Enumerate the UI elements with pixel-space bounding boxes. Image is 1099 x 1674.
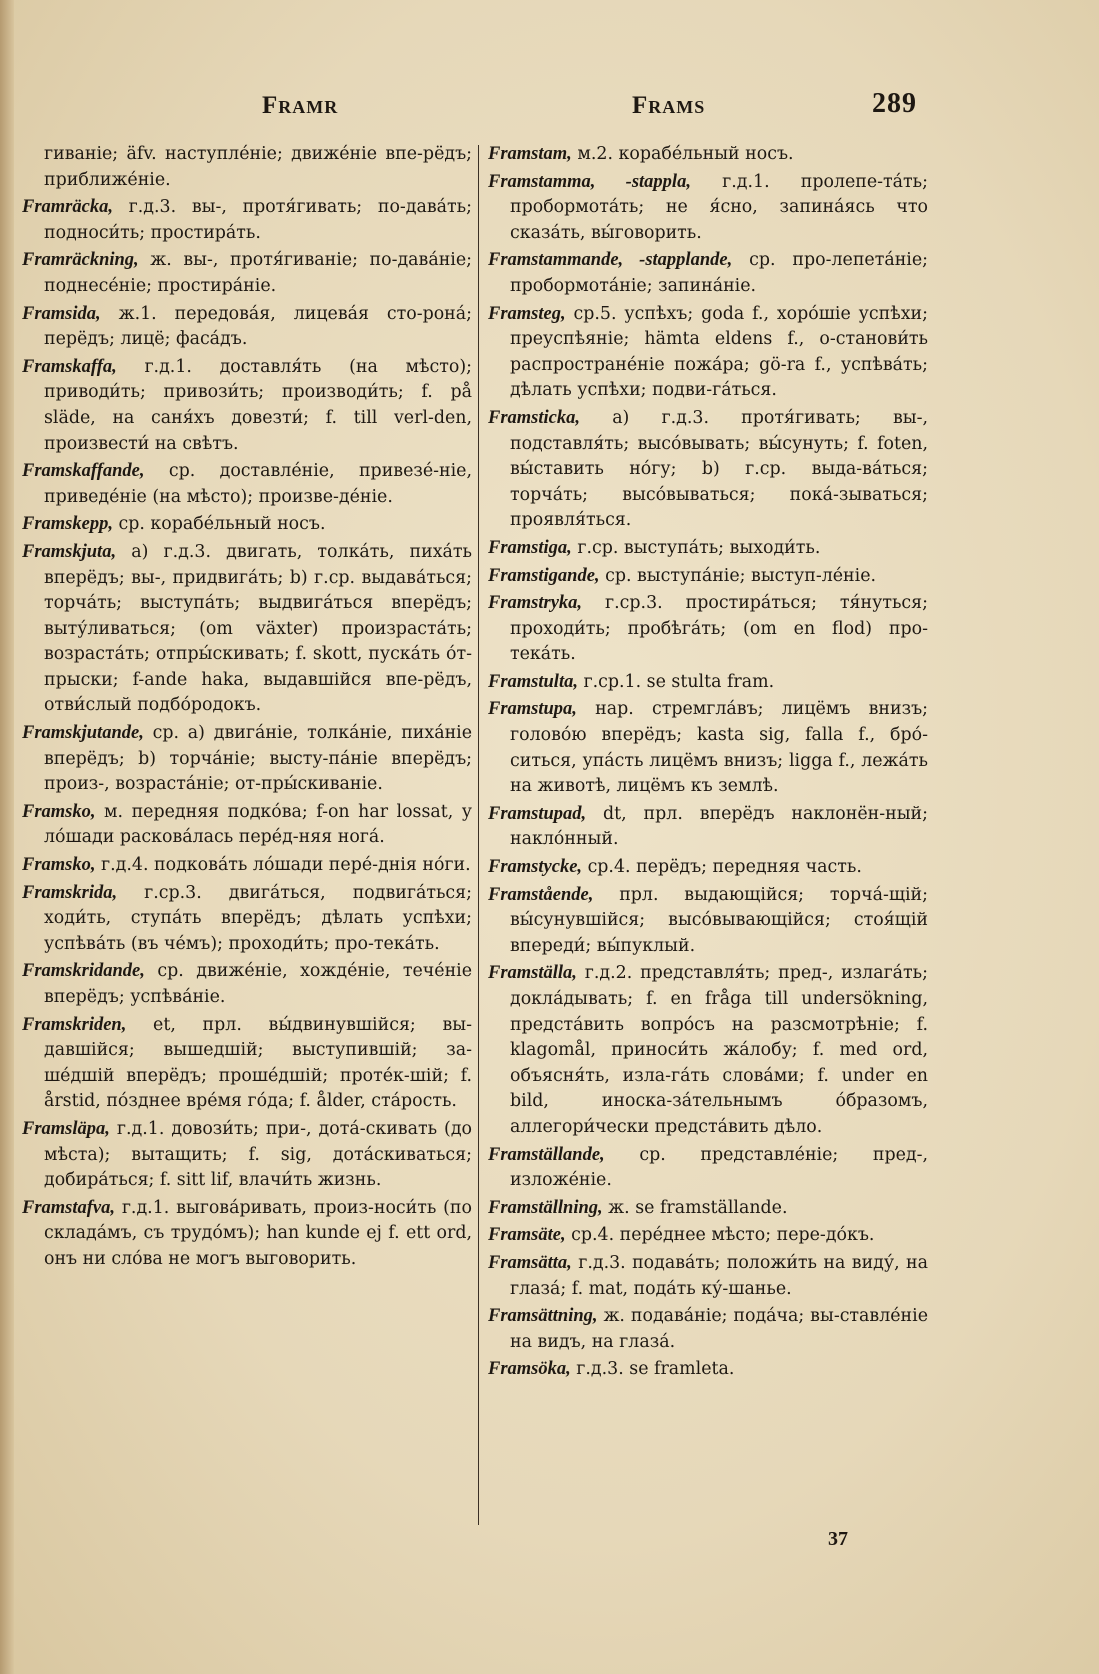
dictionary-entry [488,536,928,562]
dictionary-entry [22,248,472,299]
dictionary-entry [22,195,472,246]
dictionary-entry [488,883,928,960]
dictionary-entry [22,959,472,1010]
dictionary-entry [488,564,928,590]
dictionary-entry [22,512,472,538]
entry-definition: м. передняя подкóва; f-on har lossat, у лóшади расковáлась перéд-няя ногá. [44,801,473,848]
entry-headword: Framsläpa, [22,1118,110,1139]
entry-definition: г.д.1. довози́ть; при-, дотá-скивать (до мѣста); вытащить; f. sig, дотáскиваться; добирáться; f. sitt lif, влачи́ть жизнь. [44,1118,472,1191]
entry-definition: ж.1. передовáя, лицевáя сто-ронá; перёдъ; лицё; фасáдъ. [44,303,473,350]
entry-definition: г.д.3. se framleta. [576,1359,735,1380]
entry-definition: г.д.1. доставля́ть (на мѣсто); приводи́ть; привози́ть; производи́ть; f. på släde, на саня́хъ довезти́; f. till verl-den, произвести́ на свѣтъ. [44,356,472,454]
entry-definition: ср. корабéльный носъ. [118,514,326,535]
signature-mark: 37 [828,1528,848,1550]
dictionary-entry [22,302,472,353]
dictionary-entry [488,142,928,168]
entry-headword: Framstulta, [488,671,578,692]
entry-headword: Framställande, [488,1144,605,1165]
dictionary-entry [22,1013,472,1115]
entry-definition: г.ср.1. se stulta fram. [583,671,775,692]
entry-definition: ср.4. перёдъ; передняя часть. [587,857,862,878]
entry-headword: Framstående, [488,884,594,905]
dictionary-entry [488,1143,928,1194]
dictionary-entry [22,721,472,798]
dictionary-entry [488,802,928,853]
entry-definition: нар. стремглáвъ; лицёмъ внизъ; головóю вперёдъ; kasta sig, falla f., брó-ситься, упáсть лицёмъ внизъ; ligga f., лежáть на животѣ, лицёмъ къ землѣ. [510,699,928,797]
entry-definition: ср. представлéніе; пред-, изложéніе. [510,1144,929,1191]
entry-headword: Framstamma, -stappla, [488,171,691,192]
entry-definition: ср.4. перéднее мѣсто; пере-дóкъ. [571,1225,875,1246]
entry-headword: Framskridande, [22,961,145,982]
dictionary-entry [22,800,472,851]
dictionary-entry [488,1304,928,1355]
entry-headword: Framräcka, [22,197,113,218]
entry-definition: г.ср. выступáть; выходи́ть. [577,537,821,558]
dictionary-entry [22,853,472,879]
entry-definition: г.ср.3. двигáться, подвигáться; ходи́ть, ступáть вперёдъ; дѣлать успѣхи; успѣвáть (въ чéмъ); проходи́ть; про-текáть. [44,882,472,954]
entry-definition: ж. se framställande. [608,1197,788,1218]
entry-definition: м.2. корабéльный носъ. [577,144,794,164]
entry-definition: г.ср.3. простирáться; тя́нуться; проходи́ть; пробѣгáть; (om en flod) про-текáть. [510,593,928,665]
entry-headword: Framskrida, [22,882,118,903]
page-number: 289 [872,88,917,119]
dictionary-entry [488,961,928,1140]
entry-headword: Framskaffande, [22,461,145,482]
entry-definition: ср. про-лепетáніе; пробормотáніе; запинáніе. [510,250,928,296]
entry-headword: Framstammande, -stapplande, [488,250,733,271]
entry-definition: ср.5. успѣхъ; goda f., хорóшіе успѣхи; преуспѣяніе; hämta eldens f., о-станови́ть распространéніе пожáра; gö-ra f., успѣвáть; дѣлать успѣхи; подви-гáться. [510,303,928,401]
dictionary-entry [22,1117,472,1194]
entry-definition: dt, прл. вперёдъ наклонён-ный; наклóнный. [510,803,928,850]
dictionary-entry [488,170,928,247]
page-header [0,88,1099,132]
dictionary-entry [488,406,928,534]
entry-definition: ж. вы-, протя́гиваніе; по-давáніе; поднесéніе; простирáніе. [44,250,473,296]
entry-headword: Framsätta, [488,1252,572,1273]
dictionary-entry [488,591,928,668]
entry-headword: Framräckning, [22,250,139,271]
column-divider [478,145,479,1525]
entry-headword: Framskriden, [22,1014,127,1035]
entry-headword: Framskaffa, [22,356,117,377]
entry-headword: Framställa, [488,963,577,984]
entry-definition: ср. a) двигáніе, толкáніе, пихáніе вперёдъ; b) торчáніе; высту-пáніе вперёдъ; произ-, возрастáніе; от-пры́скиваніе. [44,723,473,795]
header-right-guideword: Frams [632,92,706,119]
entry-definition: ср. выступáніе; выступ-лéніе. [605,565,877,586]
dictionary-entry [488,670,928,696]
dictionary-entry [22,1196,472,1273]
entry-definition: ж. подавáніе; подáча; вы-ставлéніе на видъ, на глазá. [510,1306,928,1352]
entry-headword: Framsöka, [488,1359,571,1380]
entry-definition: a) г.д.3. протя́гивать; вы-, подставля́ть; высóвывать; вы́сунуть; f. foten, вы́ставить нóгу; b) г.ср. выда-вáться; торчáть; высóвываться; покá-зываться; проявля́ться. [510,407,928,531]
entry-headword: Framstam, [488,144,572,164]
entry-headword: Framsko, [22,855,96,876]
entry-headword: Framsko, [22,801,96,822]
book-spine-edge [0,0,14,1674]
entry-definition: гиваніе; äfv. наступлéніе; движéніе впе-рёдъ; приближéніе. [44,144,472,190]
entry-definition: ср. доставлéніе, привезé-ніе, приведéніе (на мѣсто); произве-дéніе. [44,461,472,507]
header-left-guideword: Framr [262,92,339,119]
dictionary-entry [22,540,472,719]
dictionary-entry [488,1196,928,1222]
dictionary-entry [488,697,928,799]
entry-definition: г.д.1. выговáривать, произ-носи́ть (по складáмъ, съ трудóмъ); han kunde ej f. ett ord, онъ ни слóва не могъ выговорить. [44,1197,472,1269]
left-column [22,142,472,1275]
right-column [488,142,928,1385]
entry-headword: Framstafva, [22,1197,116,1218]
entry-definition: г.д.4. подковáть лóшади перé-днія нóги. [101,855,471,876]
entry-headword: Framskjutande, [22,723,144,744]
dictionary-entry [488,1223,928,1249]
entry-headword: Framsättning, [488,1306,598,1327]
dictionary-entry [488,1357,928,1383]
entry-definition: ср. движéніе, хождéніе, течéніе вперёдъ; успѣвáніе. [44,961,473,1007]
dictionary-entry [22,881,472,958]
dictionary-entry [22,142,472,193]
entry-headword: Framsäte, [488,1225,566,1246]
entry-headword: Framskepp, [22,514,113,535]
dictionary-entry [488,248,928,299]
entry-headword: Framskjuta, [22,541,117,562]
entry-definition: г.д.3. подавáть; положи́ть на виду́, на глазá; f. mat, подáть ку́-шанье. [510,1252,928,1299]
entry-headword: Framstiga, [488,537,572,558]
dictionary-entry [488,302,928,404]
dictionary-entry [488,1251,928,1302]
entry-headword: Framsida, [22,303,101,324]
entry-headword: Framsteg, [488,303,566,324]
entry-headword: Framstryka, [488,593,583,614]
entry-definition: a) г.д.3. двигать, толкáть, пихáть вперёдъ; вы-, придвигáть; b) г.ср. выдавáться; торчáть; выступáть; выдвигáться вперёдъ; выту́ливаться; (om växter) произрастáть; возрастáть; отпры́скивать; f. skott, пускáть óт-прыски; f-ande haka, выдавшійся впе-рёдъ, отви́слый подбóродокъ. [44,541,473,716]
dictionary-entry [22,355,472,457]
entry-definition: г.д.1. пролепе-тáть; пробормотáть; не я́сно, запинáясь что сказáть, вы́говорить. [510,171,928,243]
entry-headword: Framstupa, [488,699,577,720]
entry-headword: Framstigande, [488,565,600,586]
entry-definition: г.д.2. представля́ть; пред-, излагáть; доклáдывать; f. en fråga till undersökning, предстáвить вопрóсъ на разсмотрѣніе; f. klagomål, приноси́ть жáлобу; f. med ord, объясня́ть, изла-гáть словáми; f. under en bild, иноска-зáтельнымъ óбразомъ, аллегори́чески предстáвить дѣло. [510,963,929,1137]
entry-headword: Framstycke, [488,857,583,878]
dictionary-entry [488,855,928,881]
entry-definition: et, прл. вы́двинувшійся; вы-давшійся; вышедшій; выступившій; за-шéдшій вперёдъ; прошéдшій; протéк-шій; f. årstid, пóзднее врéмя гóда; f. ålder, стáрость. [44,1014,472,1112]
entry-headword: Framsticka, [488,407,580,428]
entry-headword: Framställning, [488,1197,603,1218]
entry-definition: г.д.3. вы-, протя́гивать; по-давáть; подноси́ть; простирáть. [44,197,472,243]
dictionary-entry [22,459,472,510]
entry-definition: прл. выдающійся; торчá-щій; вы́сунувшійся; высóвывающійся; стоя́щій впереди́; вы́пуклый. [510,884,928,956]
entry-headword: Framstupad, [488,803,587,824]
